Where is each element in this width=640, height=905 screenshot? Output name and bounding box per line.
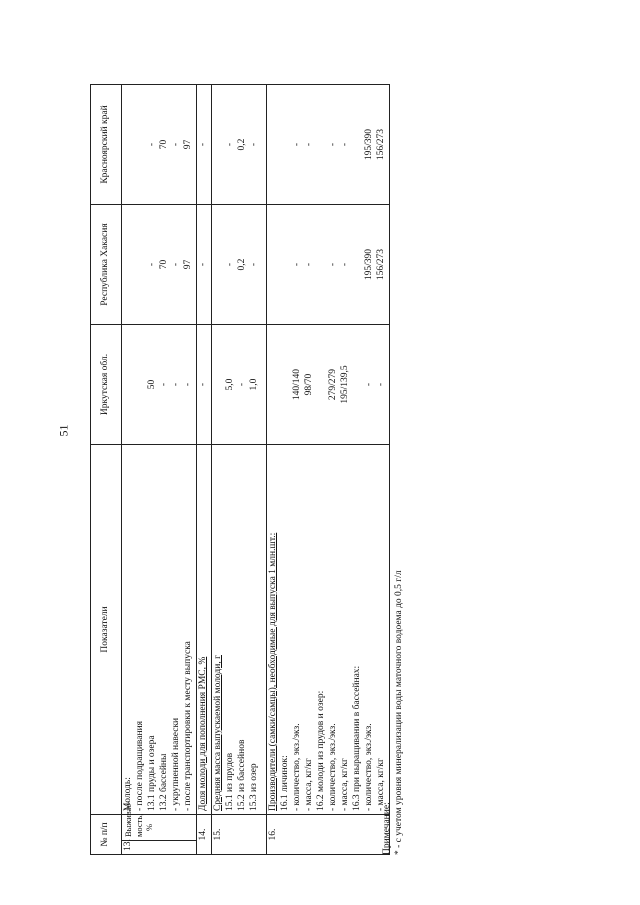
krasnoyarsk-cell [197,85,212,205]
value-line: - [249,262,259,267]
header-indicator: Показатели [91,445,122,815]
value-line [213,88,225,201]
notes-title: Примечание: [382,802,392,855]
value-line [135,208,147,321]
value-line: - [328,142,338,147]
value-line: 140/140 [292,368,302,401]
krasnoyarsk-cell [212,85,267,205]
value-line: - [171,382,181,387]
khakassia-cell [267,205,390,325]
indicator-line: - масса, кг/кг [376,758,386,811]
value-line: - [198,382,208,387]
indicator-line: 16.2 молоди из прудов и озер: [316,690,326,811]
row-number: 13. [122,841,197,855]
indicator-line: 13.2 бассейны [159,753,169,811]
value-line: - [249,142,259,147]
khakassia-cell [197,205,212,325]
indicator-line: Молодь: [123,777,133,811]
header-khakassia: Республика Хакасия [91,205,122,325]
indicator-line: Доля молоди для пополнения РМС, % [198,656,208,811]
indicator-line: - количество, экз./экз. [328,723,338,811]
indicator-line: - количество, экз./экз. [364,723,374,811]
value-line [352,88,364,201]
value-line [268,88,280,201]
indicator-line: 15.2 из бассейнов [237,739,247,811]
value-line: - [364,382,374,387]
value-line: - [304,142,314,147]
value-line [213,328,225,441]
value-line: - [340,142,350,147]
value-line [352,328,364,441]
value-line: 98/70 [304,373,314,396]
value-line: 50 [147,379,157,390]
value-line: - [237,382,247,387]
value-line: - [304,262,314,267]
value-line: 279/279 [328,368,338,401]
value-line: 195/139,5 [340,365,350,404]
indicator-cell [212,445,267,815]
row-number: 16. [267,815,390,855]
value-line: 1,0 [249,378,259,391]
value-line: - [198,262,208,267]
indicator-line: - укрупненной навески [171,717,181,811]
indicator-line: - масса, кг/кг [340,758,350,811]
indicator-cell [267,445,390,815]
table-row [197,85,212,855]
indicator-line: Производители (самки/самцы), необходимые для выпуска 1 млн.шт.: [268,532,278,811]
khakassia-cell [122,205,197,325]
value-line [268,328,280,441]
header-no: № п/п [91,815,122,855]
table-row [122,85,197,855]
indicator-line: - после транспортировки к месту выпуска [183,641,193,811]
krasnoyarsk-cell [267,85,390,205]
rotated-table-sheet [90,85,412,855]
value-line: - [225,142,235,147]
value-line: 70 [159,139,169,150]
value-line: - [171,262,181,267]
indicator-line: 16.1 личинок: [280,755,290,811]
header-krasnoyarsk: Красноярский край [91,85,122,205]
krasnoyarsk-cell [122,85,197,205]
indicator-line: 16.3 при выращивании в бассейнах: [352,665,362,811]
value-line: - [147,262,157,267]
irkutsk-cell [122,325,197,445]
header-survival: Выживае-мость, % [122,815,197,841]
value-line: 5,0 [225,378,235,391]
notes-text: * - с учетом уровня минерализации воды маточного водоема до 0,5 г/л [394,570,404,855]
indicator-cell [122,445,197,815]
value-line: - [159,382,169,387]
value-line: - [340,262,350,267]
notes-block [382,85,406,855]
value-line [280,88,292,201]
value-line: 0,2 [237,138,247,151]
value-line: 195/390 [364,248,374,281]
value-line: - [198,142,208,147]
value-line: - [183,382,193,387]
indicators-table [90,84,390,855]
value-line: 156/273 [376,248,386,281]
value-line: - [376,382,386,387]
khakassia-cell [212,205,267,325]
value-line [280,328,292,441]
value-line: 70 [159,259,169,270]
table-header-row [91,85,122,855]
value-line [280,208,292,321]
value-line [135,328,147,441]
row-number: 15. [212,815,267,855]
value-line: 156/273 [376,128,386,161]
row-number: 14. [197,815,212,855]
indicator-line: Средняя масса выпускаемой молоди, г [213,655,223,811]
irkutsk-cell [212,325,267,445]
value-line: 97 [183,259,193,270]
indicator-line: - масса, кг/кг [304,758,314,811]
indicator-line: - после подращивания [135,720,145,811]
indicator-line: 15.3 из озер [249,763,259,811]
page-number: 51 [56,424,71,437]
value-line: - [171,142,181,147]
table-row [212,85,267,855]
value-line: - [328,262,338,267]
value-line [316,88,328,201]
value-line: - [147,142,157,147]
indicator-cell [197,445,212,815]
irkutsk-cell [197,325,212,445]
indicator-line: 13.1 пруды и озера [147,735,157,811]
value-line: 97 [183,139,193,150]
value-line [316,208,328,321]
value-line: - [292,142,302,147]
value-line: 195/390 [364,128,374,161]
indicator-line: 15.1 из прудов [225,752,235,811]
indicator-line: - количество, экз./экз. [292,723,302,811]
irkutsk-cell [267,325,390,445]
value-line [316,328,328,441]
value-line: - [225,262,235,267]
table-row [267,85,390,855]
header-irkutsk: Иркутская обл. [91,325,122,445]
value-line [213,208,225,321]
value-line [268,208,280,321]
value-line: 0,2 [237,258,247,271]
value-line [135,88,147,201]
value-line [123,88,135,201]
value-line [352,208,364,321]
value-line [123,328,135,441]
value-line [123,208,135,321]
value-line: - [292,262,302,267]
